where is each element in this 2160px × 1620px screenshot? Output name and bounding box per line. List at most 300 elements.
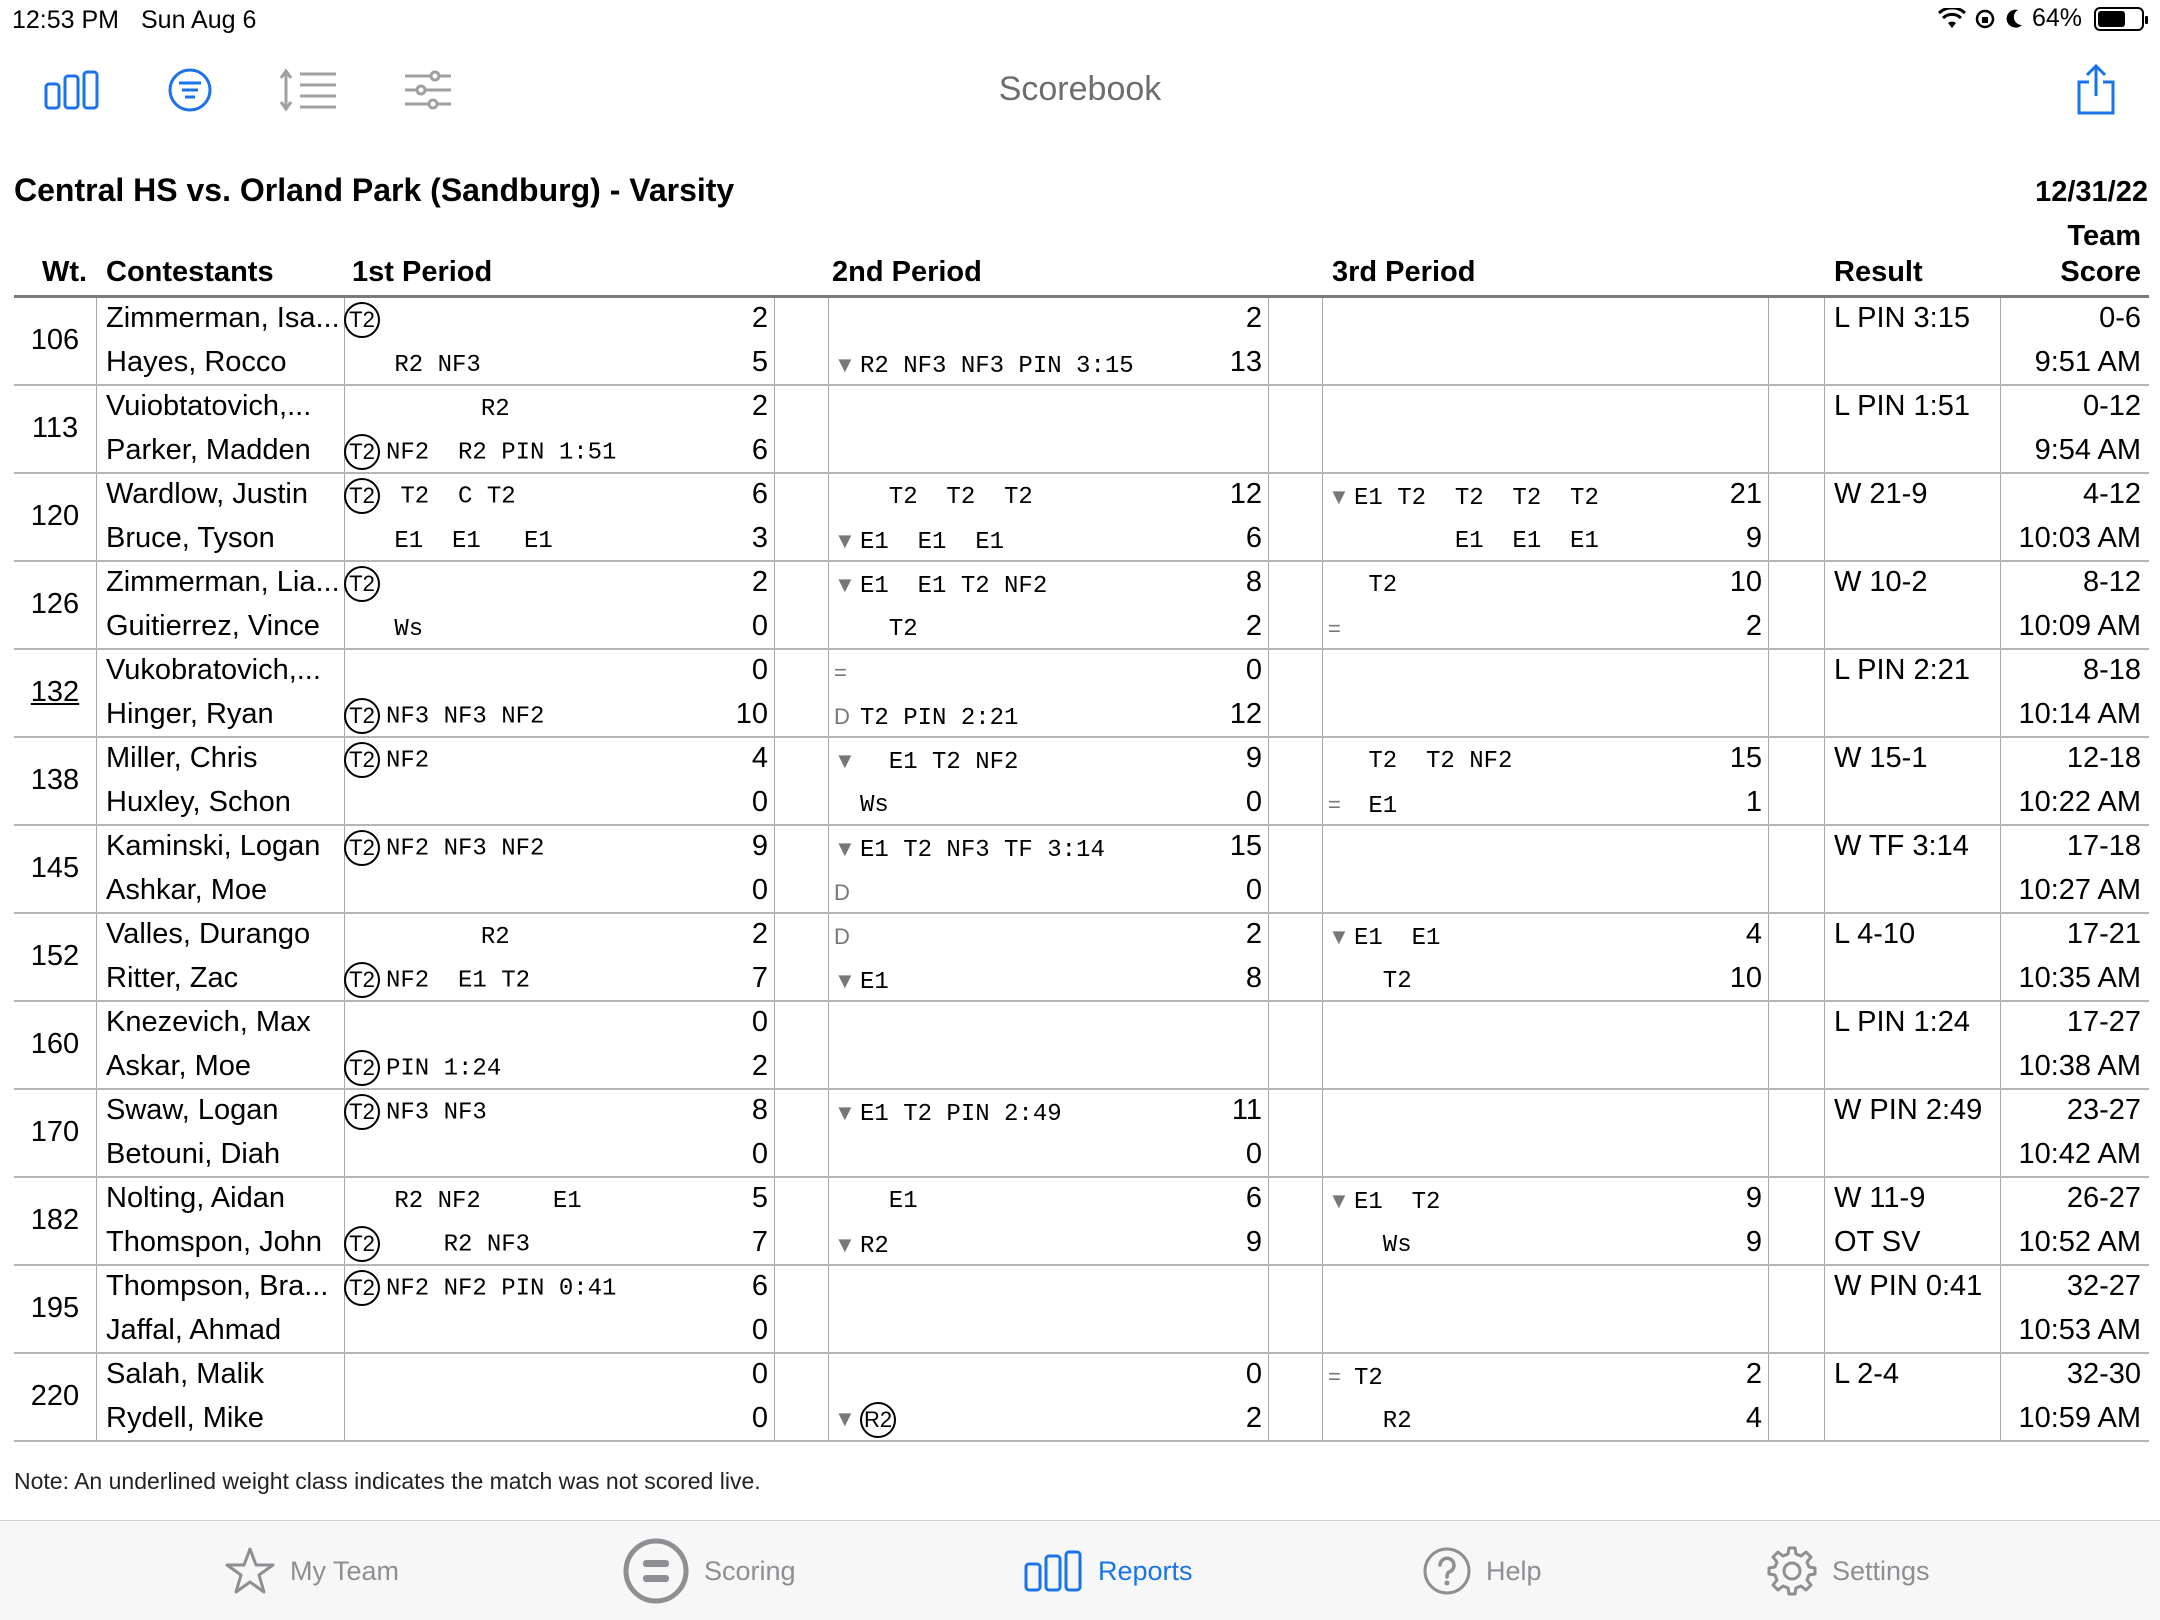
period-2-away-points: 13	[1229, 346, 1262, 378]
event-text: T2 PIN 2:21	[860, 705, 1019, 732]
tab-help[interactable]	[1422, 1539, 1542, 1603]
column-divider	[1268, 1266, 1269, 1352]
match-result: L PIN 2:21	[1834, 654, 1970, 686]
period-3-away-events	[1328, 352, 1354, 379]
weight-class: 182	[30, 1204, 80, 1236]
column-divider	[96, 298, 97, 384]
column-divider	[96, 1266, 97, 1352]
period-3-away-points: 2	[1745, 610, 1762, 642]
period-3-home-events	[1328, 308, 1354, 335]
column-divider	[1268, 298, 1269, 384]
column-divider	[774, 914, 775, 1000]
table-row[interactable]	[14, 738, 2149, 826]
column-divider	[2000, 650, 2001, 736]
period-3-home-events	[1328, 748, 1512, 775]
column-divider	[828, 914, 829, 1000]
column-divider	[774, 474, 775, 560]
column-divider	[828, 650, 829, 736]
period-1-home-points: 2	[751, 390, 768, 422]
page-title: Scorebook	[998, 70, 1162, 108]
column-divider	[1322, 386, 1323, 472]
tab-reports[interactable]	[1024, 1539, 1193, 1603]
column-divider	[96, 474, 97, 560]
event-text: NF2 R2 PIN 1:51	[386, 439, 617, 467]
period-3-home-events	[1328, 660, 1354, 687]
period-3-home-points: 10	[1729, 566, 1762, 598]
status-date: Sun Aug 6	[141, 6, 257, 34]
team-score: 0-12	[2082, 390, 2141, 422]
column-divider	[1322, 474, 1323, 560]
col-period-1: 1st Period	[352, 256, 493, 288]
table-row[interactable]	[14, 474, 2149, 562]
scorebook-table	[14, 220, 2149, 1442]
table-row[interactable]	[14, 298, 2149, 386]
col-team-score-top: Team	[2067, 220, 2141, 252]
period-3-home-events	[1328, 836, 1354, 863]
column-divider	[1824, 1178, 1825, 1264]
column-divider	[2000, 298, 2001, 384]
period-1-home-events	[344, 566, 386, 602]
column-divider	[1768, 1002, 1769, 1088]
column-divider	[774, 298, 775, 384]
table-row[interactable]	[14, 650, 2149, 738]
period-1-away-events	[380, 616, 423, 643]
event-text: E1 T2	[1354, 1189, 1441, 1216]
column-divider	[1322, 650, 1323, 736]
contestant-away: Parker, Madden	[106, 434, 311, 466]
period-2-home-events	[834, 484, 1033, 511]
column-divider	[1824, 914, 1825, 1000]
col-result: Result	[1834, 256, 1923, 288]
column-divider	[1768, 386, 1769, 472]
period-1-home-events	[380, 396, 510, 423]
period-3-away-events	[1328, 1144, 1354, 1171]
column-divider	[828, 1266, 829, 1352]
event-text: NF3 NF3	[386, 1099, 487, 1127]
period-3-home-points: 15	[1729, 742, 1762, 774]
period-3-home-events	[1328, 484, 1599, 512]
tab-label: Reports	[1098, 1555, 1193, 1586]
period-2-away-points: 9	[1245, 1226, 1262, 1258]
column-divider	[1768, 914, 1769, 1000]
tab-label: Settings	[1832, 1555, 1930, 1586]
column-divider	[774, 1354, 775, 1440]
column-divider	[828, 1354, 829, 1440]
period-2-away-events	[834, 1232, 889, 1260]
period-2-away-points: 0	[1245, 786, 1262, 818]
column-divider	[1268, 914, 1269, 1000]
period-marker: ▼	[1328, 924, 1350, 949]
column-divider	[1824, 386, 1825, 472]
period-3-away-points: 4	[1745, 1402, 1762, 1434]
period-marker: =	[1328, 792, 1341, 817]
team-score: 8-12	[2082, 566, 2141, 598]
tab-my-team[interactable]	[224, 1539, 399, 1603]
period-marker: =	[1328, 616, 1341, 641]
column-divider	[1824, 562, 1825, 648]
event-text: NF2 NF2 PIN 0:41	[386, 1275, 617, 1303]
event-text: R2 NF3	[380, 352, 481, 379]
star-icon	[224, 1546, 276, 1596]
period-2-home-events	[834, 1276, 860, 1303]
period-2-home-points: 0	[1245, 1358, 1262, 1390]
event-text: R2 NF2 E1	[380, 1188, 582, 1215]
column-divider	[1268, 474, 1269, 560]
column-divider	[1268, 386, 1269, 472]
column-divider	[1268, 562, 1269, 648]
table-row[interactable]	[14, 1090, 2149, 1178]
period-1-away-events	[344, 434, 616, 470]
table-row[interactable]	[14, 386, 2149, 474]
contestant-away: Thomspon, John	[106, 1226, 323, 1258]
team-score: 0-6	[2099, 302, 2141, 334]
column-divider	[2000, 562, 2001, 648]
period-2-away-points: 0	[1245, 874, 1262, 906]
match-result: W PIN 2:49	[1834, 1094, 1983, 1126]
period-2-home-events	[834, 572, 1047, 600]
event-text: R2	[1354, 1408, 1412, 1435]
period-marker: =	[1328, 1364, 1341, 1389]
period-3-home-events	[1328, 1188, 1440, 1216]
period-1-away-events	[344, 698, 544, 734]
period-2-home-points: 9	[1245, 742, 1262, 774]
event-text: E1	[860, 1188, 918, 1215]
column-divider	[1768, 1354, 1769, 1440]
event-text: E1	[860, 969, 889, 996]
contestant-home: Nolting, Aidan	[106, 1182, 285, 1214]
event-text: NF3 NF3 NF2	[386, 703, 545, 731]
period-1-home-events	[344, 478, 516, 514]
event-text: R2	[860, 1233, 889, 1260]
column-divider	[2000, 1090, 2001, 1176]
period-3-away-points: 9	[1745, 522, 1762, 554]
period-2-home-events	[834, 1364, 860, 1391]
tab-label: My Team	[290, 1555, 400, 1586]
event-text: E1 T2 NF3 TF 3:14	[860, 837, 1105, 864]
team-score: 4-12	[2082, 478, 2141, 510]
match-result: W 21-9	[1834, 478, 1928, 510]
column-divider	[96, 826, 97, 912]
event-text: E1 E1 E1	[380, 528, 553, 555]
event-text: NF2	[386, 747, 430, 775]
share-icon[interactable]	[2064, 60, 2128, 120]
event-text: T2	[1354, 968, 1412, 995]
period-2-away-events	[834, 1402, 902, 1438]
match-date: 12/31/22	[2035, 176, 2148, 208]
period-3-away-events	[1328, 968, 1412, 995]
column-divider	[774, 650, 775, 736]
weight-class: 145	[30, 852, 80, 884]
circled-event-icon: T2	[344, 1094, 380, 1130]
column-divider	[828, 1002, 829, 1088]
weight-class: 113	[31, 412, 79, 444]
scoring-icon	[622, 1537, 690, 1605]
circled-event-icon: T2	[344, 698, 380, 734]
period-2-away-events	[834, 1056, 860, 1083]
period-3-home-points: 4	[1745, 918, 1762, 950]
column-divider	[1824, 1002, 1825, 1088]
gear-icon	[1766, 1545, 1818, 1597]
period-2-away-events	[834, 1144, 860, 1171]
period-1-home-points: 4	[751, 742, 768, 774]
team-score: 17-21	[2066, 918, 2141, 950]
match-result: W 15-1	[1834, 742, 1928, 774]
circled-event-icon: R2	[860, 1402, 896, 1438]
column-divider	[774, 1002, 775, 1088]
match-result: L PIN 1:51	[1834, 390, 1970, 422]
period-2-away-points: 2	[1245, 1402, 1262, 1434]
battery-percent: 64%	[2031, 4, 2082, 32]
col-team-score-bottom: Score	[2060, 256, 2141, 288]
period-2-away-events	[834, 880, 860, 908]
period-1-away-points: 0	[751, 874, 768, 906]
circled-event-icon: T2	[344, 742, 380, 778]
period-marker: ▼	[834, 1406, 856, 1432]
contestant-away: Hayes, Rocco	[106, 346, 287, 378]
team-score: 17-27	[2066, 1006, 2141, 1038]
contestant-away: Rydell, Mike	[106, 1402, 264, 1434]
match-time: 10:52 AM	[2018, 1226, 2141, 1258]
period-marker: ▼	[834, 1100, 856, 1125]
period-3-away-events	[1328, 1408, 1412, 1435]
contestant-home: Zimmerman, Isa...	[106, 302, 340, 334]
tab-scoring[interactable]	[622, 1539, 796, 1603]
column-divider	[1322, 1354, 1323, 1440]
period-2-away-events	[834, 1320, 860, 1347]
circled-event-icon: T2	[344, 566, 380, 602]
match-time: 10:59 AM	[2018, 1402, 2141, 1434]
period-1-away-points: 0	[751, 786, 768, 818]
circled-event-icon: T2	[344, 1226, 380, 1262]
event-text: Ws	[860, 792, 889, 819]
period-1-away-points: 6	[751, 434, 768, 466]
contestant-away: Guitierrez, Vince	[106, 610, 320, 642]
match-time: 10:27 AM	[2018, 874, 2141, 906]
period-2-home-events	[834, 660, 860, 688]
table-row[interactable]	[14, 1266, 2149, 1354]
contestant-away: Jaffal, Ahmad	[106, 1314, 282, 1346]
match-time: 9:54 AM	[2034, 434, 2141, 466]
event-text: E1	[1354, 793, 1398, 820]
column-divider	[828, 298, 829, 384]
tab-settings[interactable]	[1766, 1539, 1930, 1603]
moon-icon	[2004, 8, 2024, 30]
event-text: T2	[1354, 1365, 1383, 1392]
table-row[interactable]	[14, 1178, 2149, 1266]
column-divider	[1768, 474, 1769, 560]
circled-event-icon: T2	[344, 962, 380, 998]
period-1-home-events	[344, 1270, 616, 1306]
battery-fill	[2098, 11, 2125, 27]
column-divider	[96, 1354, 97, 1440]
period-2-home-points: 8	[1245, 566, 1262, 598]
period-1-away-events	[344, 1050, 501, 1086]
column-divider	[828, 826, 829, 912]
column-divider	[828, 1090, 829, 1176]
period-3-away-events	[1328, 704, 1354, 731]
tab-label: Help	[1486, 1555, 1542, 1586]
team-score: 26-27	[2066, 1182, 2141, 1214]
period-marker: ▼	[834, 836, 856, 861]
column-divider	[96, 386, 97, 472]
column-divider	[1268, 650, 1269, 736]
column-divider	[828, 1178, 829, 1264]
period-marker: ▼	[1328, 1188, 1350, 1213]
event-text: T2 T2 T2	[860, 484, 1033, 511]
column-divider	[1268, 1354, 1269, 1440]
period-marker: ▼	[834, 968, 856, 993]
table-row[interactable]	[14, 914, 2149, 1002]
column-divider	[828, 386, 829, 472]
weight-class: 126	[30, 588, 80, 620]
status-bar	[0, 0, 2160, 40]
column-divider	[1268, 738, 1269, 824]
period-2-home-events	[834, 924, 860, 952]
match-result: W TF 3:14	[1834, 830, 1969, 862]
contestant-away: Ritter, Zac	[106, 962, 239, 994]
col-period-3: 3rd Period	[1332, 256, 1476, 288]
period-2-away-points: 0	[1245, 1138, 1262, 1170]
match-time: 9:51 AM	[2034, 346, 2141, 378]
event-text: T2 T2 NF2	[1354, 748, 1513, 775]
period-1-away-points: 5	[751, 346, 768, 378]
period-1-home-events	[344, 742, 429, 778]
column-divider	[1824, 474, 1825, 560]
period-marker: ▼	[834, 1232, 856, 1257]
period-marker: D	[834, 880, 850, 905]
event-text: R2 NF3 NF3 PIN 3:15	[860, 353, 1134, 380]
circled-event-icon: T2	[344, 1270, 380, 1306]
period-marker: ▼	[834, 528, 856, 553]
column-divider	[1768, 1266, 1769, 1352]
match-result: L PIN 1:24	[1834, 1006, 1970, 1038]
period-1-home-points: 2	[751, 918, 768, 950]
period-3-away-events	[1328, 1056, 1354, 1083]
period-1-home-events	[344, 1094, 487, 1130]
event-text: E1 T2 T2 T2 T2	[1354, 485, 1599, 512]
period-2-home-events	[834, 1188, 918, 1215]
contestant-away: Huxley, Schon	[106, 786, 291, 818]
period-3-home-events	[1328, 396, 1354, 423]
circled-event-icon: T2	[344, 1050, 380, 1086]
event-text: T2 C T2	[386, 483, 516, 511]
table-row[interactable]	[14, 826, 2149, 914]
column-divider	[96, 562, 97, 648]
table-row[interactable]	[14, 1354, 2149, 1442]
tab-bar	[0, 1520, 2160, 1620]
circled-event-icon: T2	[344, 434, 380, 470]
column-divider	[1322, 298, 1323, 384]
column-divider	[774, 1178, 775, 1264]
period-marker: D	[834, 924, 850, 949]
period-1-away-events	[344, 1226, 530, 1262]
column-divider	[1768, 650, 1769, 736]
period-3-away-events	[1328, 1232, 1412, 1259]
period-1-home-events	[380, 924, 510, 951]
period-1-home-points: 2	[751, 302, 768, 334]
contestant-home: Zimmerman, Lia...	[106, 566, 340, 598]
contestant-home: Miller, Chris	[106, 742, 258, 774]
period-1-home-points: 0	[751, 1006, 768, 1038]
column-divider	[2000, 826, 2001, 912]
column-divider	[2000, 738, 2001, 824]
column-divider	[828, 562, 829, 648]
team-score: 23-27	[2066, 1094, 2141, 1126]
period-1-home-points: 0	[751, 654, 768, 686]
column-divider	[2000, 1178, 2001, 1264]
period-1-home-points: 6	[751, 478, 768, 510]
period-3-away-events	[1328, 440, 1354, 467]
table-row[interactable]	[14, 562, 2149, 650]
column-divider	[2000, 1354, 2001, 1440]
status-time: 12:53 PM	[12, 6, 120, 34]
column-divider	[1322, 826, 1323, 912]
column-divider	[2000, 1002, 2001, 1088]
match-result: W PIN 0:41	[1834, 1270, 1983, 1302]
period-2-home-points: 2	[1245, 302, 1262, 334]
wifi-icon	[1938, 8, 1966, 30]
contestant-home: Vuiobtatovich,...	[106, 390, 312, 422]
period-2-home-points: 6	[1245, 1182, 1262, 1214]
period-2-away-points: 2	[1245, 610, 1262, 642]
column-divider	[2000, 914, 2001, 1000]
column-divider	[1268, 826, 1269, 912]
column-divider	[1322, 562, 1323, 648]
column-divider	[1268, 1002, 1269, 1088]
period-1-away-points: 0	[751, 1314, 768, 1346]
column-divider	[1768, 1178, 1769, 1264]
period-3-away-points: 1	[1745, 786, 1762, 818]
column-divider	[1322, 1178, 1323, 1264]
period-3-away-events	[1328, 792, 1397, 820]
period-2-away-points: 8	[1245, 962, 1262, 994]
match-time: 10:09 AM	[2018, 610, 2141, 642]
column-divider	[1268, 1090, 1269, 1176]
footnote: Note: An underlined weight class indicates the match was not scored live.	[14, 1468, 761, 1494]
period-3-away-points: 10	[1729, 962, 1762, 994]
period-3-home-events	[1328, 1364, 1383, 1392]
event-text: E1 E1 E1	[860, 529, 1005, 556]
event-text: PIN 1:24	[386, 1055, 502, 1083]
period-1-away-points: 3	[751, 522, 768, 554]
period-2-away-events	[834, 704, 1018, 732]
period-1-away-points: 0	[751, 1402, 768, 1434]
contestant-home: Salah, Malik	[106, 1358, 264, 1390]
table-row[interactable]	[14, 1002, 2149, 1090]
help-icon	[1422, 1546, 1472, 1596]
event-text: E1 T2 NF2	[860, 749, 1019, 776]
contestant-home: Thompson, Bra...	[106, 1270, 329, 1302]
column-divider	[1768, 738, 1769, 824]
col-weight: Wt.	[42, 256, 88, 288]
event-text: R2	[380, 396, 510, 423]
column-divider	[1768, 298, 1769, 384]
column-divider	[774, 1090, 775, 1176]
period-2-away-events	[834, 440, 860, 467]
period-marker: ▼	[834, 748, 856, 773]
match-time: 10:35 AM	[2018, 962, 2141, 994]
column-divider	[96, 1178, 97, 1264]
circled-event-icon: T2	[344, 478, 380, 514]
event-text: E1 T2 PIN 2:49	[860, 1101, 1062, 1128]
column-divider	[1824, 1090, 1825, 1176]
column-divider	[1322, 1266, 1323, 1352]
circled-event-icon: T2	[344, 302, 380, 338]
event-text: R2 NF3	[386, 1231, 531, 1259]
period-2-home-points: 11	[1231, 1094, 1262, 1126]
column-divider	[2000, 1266, 2001, 1352]
column-divider	[2000, 386, 2001, 472]
